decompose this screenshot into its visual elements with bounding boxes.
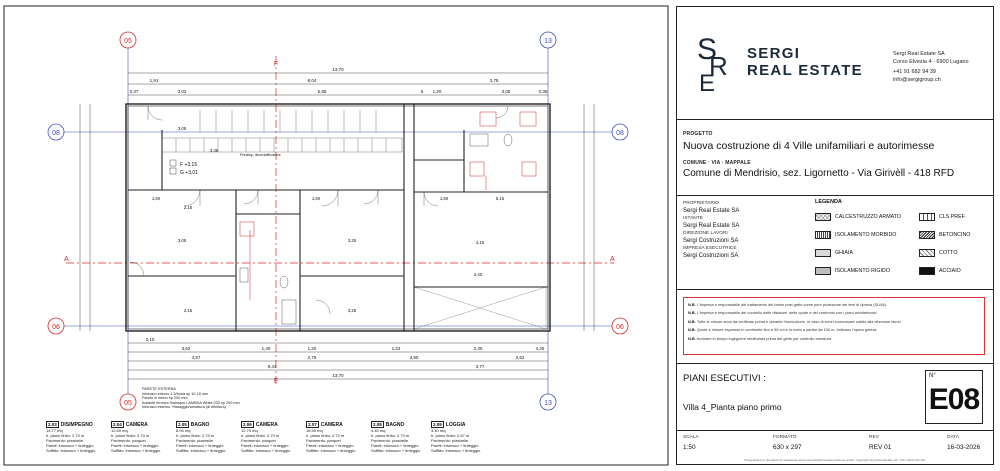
room-detail: 6.94 mq: [176, 428, 191, 433]
brand-line-1: SERGI: [747, 45, 801, 62]
dim-label: 4,57: [191, 355, 201, 360]
meta-format: [773, 435, 802, 451]
note-tag: N.B.: [688, 310, 696, 316]
dim-label: 1,60: [311, 196, 321, 201]
note-line: Isolante termico Swisspor LAMBDA White 032 sp 200 mm: [142, 400, 240, 405]
dim-label: 9,44: [267, 364, 277, 369]
room-detail: Pareti: intonaco + tinteggio: [431, 443, 479, 448]
dim-label: 3,05: [177, 238, 187, 243]
room-name: CAMERA: [255, 421, 278, 428]
room-entry: [306, 421, 366, 453]
room-detail: Pareti: intonaco + tinteggio: [46, 443, 94, 448]
role-label: DIREZIONE LAVORI: [683, 231, 728, 236]
meta-key: REV: [869, 435, 879, 440]
dim-label: 2,30: [473, 346, 483, 351]
level-labels: [170, 160, 198, 176]
dim-label: 2,52: [515, 355, 525, 360]
room-detail: 12.70 mq: [241, 428, 258, 433]
company-header: [677, 7, 993, 120]
note-text: Tutte le misure sono da verificare prima e durante l'esecuzione, in caso di errori comunicare subito alla direzione lavori: [696, 318, 901, 324]
room-detail: Pareti: intonaco + tinteggio: [371, 443, 419, 448]
room-number: 2.04: [113, 422, 122, 427]
legend-label: GHIAIA: [835, 250, 853, 256]
dim-label: 1,60: [439, 196, 449, 201]
room-detail: 18.55 mq: [306, 428, 323, 433]
room-detail: Soffitto: intonaco + tinteggio: [46, 448, 96, 453]
loggia-hatch: [414, 287, 546, 329]
meta-scale: [683, 435, 699, 451]
brand-line-2: REAL ESTATE: [747, 62, 863, 79]
axis-label: 06: [616, 324, 624, 331]
room-entry: [431, 421, 491, 453]
room-detail: Pareti: intonaco + tinteggio: [176, 443, 224, 448]
note-text: L'impresa è responsabile del trattamento dei beton post getto come pure protezione dei ferri di ripresa (SUVA): [696, 302, 887, 307]
pattern-swatch-icon: [919, 213, 935, 221]
room-name: CAMERA: [320, 421, 343, 428]
top-dimension-lines: [128, 73, 548, 95]
meta-key: DATA: [947, 435, 960, 440]
section-mark-f-bottom: F: [273, 378, 279, 385]
dim-label: 2,40: [473, 272, 483, 277]
legend-item: [919, 267, 961, 275]
pattern-swatch-icon: [919, 231, 935, 239]
note-tag: N.B.: [688, 327, 696, 333]
axis-label: 05: [124, 38, 132, 45]
dim-label: 3,75: [489, 78, 499, 83]
legend: [815, 199, 991, 274]
room-detail: Pareti: intonaco + tinteggio: [306, 443, 354, 448]
installations: [240, 112, 536, 300]
note-text: L'impresa è responsabile del controllo delle distanze, delle quote e del confronto con i piani architettonici: [696, 310, 877, 316]
dim-label: 3,62: [181, 346, 191, 351]
dim-label: 3,25: [347, 308, 357, 313]
note-tag: N.B.: [688, 302, 696, 307]
legend-item: [919, 231, 970, 239]
note-text: Quote e misure espresse in centimetri fino a 99 cm e in metri a partire da 100 m, indicano l'opera grezza: [696, 327, 877, 333]
contact-name: Sergi Real Estate SA: [893, 51, 945, 57]
legend-label: CALCESTRUZZO ARMATO: [835, 214, 902, 220]
stakeholders-section: [677, 195, 993, 290]
room-schedule: [46, 421, 486, 465]
note-text: Avvisare in tempo ingegnere strutturista prima del getto per controllo armatura: [696, 335, 832, 341]
sheet-frame: [4, 6, 668, 465]
room-name: BAGNO: [190, 421, 210, 428]
project-label: PROGETTO: [683, 131, 713, 137]
legend-title: LEGENDA: [815, 199, 842, 205]
note-line: Parete in beton sp 200 mm: [142, 396, 188, 401]
stakeholders-list: [683, 201, 813, 261]
dim-label: 1,40: [261, 346, 271, 351]
pattern-swatch-icon: [815, 267, 831, 275]
room-name: CAMERA: [125, 421, 148, 428]
dim-label: 3,90: [409, 355, 419, 360]
meta-rev: [869, 435, 891, 451]
dim-label: 1,20: [307, 346, 317, 351]
dim-label: 3,36: [209, 148, 219, 153]
legend-label: ISOLAMENTO MORBIDO: [835, 232, 897, 238]
dim-label: 2,15: [183, 308, 193, 313]
room-detail: Pavimento: piastrelle: [371, 438, 409, 443]
dim-label: 3,05: [501, 89, 511, 94]
note-tag: N.B.: [688, 335, 696, 341]
meta-value: 1:50: [683, 444, 696, 451]
room-name: DISIMPEGNO: [60, 421, 93, 428]
room-detail: 3.40 mq: [431, 428, 446, 433]
copyright-footer: Disegnazione è riproduzione rielaborate senza autorizzazione/approvazione scritta. Copyright Sergi Real Estate SA. Tutti i diritti riservati.: [744, 458, 926, 462]
dim-label: 2,10: [145, 337, 155, 342]
company-brand: [747, 45, 863, 79]
dim-label: 5: [420, 89, 424, 94]
pattern-swatch-icon: [815, 213, 831, 221]
dim-label: 3,77: [475, 364, 485, 369]
room-detail: h. piano finito: 2.70 m: [46, 433, 85, 438]
pattern-swatch-icon: [815, 231, 831, 239]
drawing-code: E08: [928, 383, 980, 416]
meta-date: [947, 435, 980, 451]
axis-label: 13: [544, 38, 552, 45]
dim-label: 13,70: [332, 67, 344, 72]
room-dimensions: [152, 126, 505, 313]
axis-label: 08: [616, 130, 624, 137]
role-value: Sergi Real Estate SA: [683, 208, 740, 214]
room-detail: 4.40 mq: [371, 428, 386, 433]
dim-label: 4,15: [475, 240, 485, 245]
logo-letter-s: S: [697, 33, 718, 66]
door-swings: [130, 106, 508, 314]
location-label: COMUNE · VIA · MAPPALE: [683, 160, 751, 166]
role-value: Sergi Costruzioni SA: [683, 238, 739, 244]
room-detail: Soffitto: intonaco + tinteggio: [306, 448, 356, 453]
note-line: Intonaco esterno +fissaggio/armatura (di rifinitura): [142, 405, 226, 410]
legend-item: [815, 231, 896, 239]
room-detail: Pavimento: piastrelle: [46, 438, 84, 443]
role-value: Sergi Real Estate SA: [683, 223, 740, 229]
contact-phone: +41 91 682 94 39: [893, 69, 936, 75]
role-value: Sergi Costruzioni SA: [683, 253, 739, 259]
room-number: 2.08: [373, 422, 382, 427]
project-title: Nuova costruzione di 4 Ville unifamiliari e autorimesse: [683, 140, 935, 152]
room-detail: 12.60 mq: [111, 428, 128, 433]
axis-label: 05: [124, 400, 132, 407]
number-label: N°: [929, 373, 936, 379]
note-line: [688, 335, 980, 343]
phase-title: PIANI ESECUTIVI :: [683, 373, 766, 384]
room-detail: Pareti: intonaco + tinteggio: [111, 443, 159, 448]
dim-label: 1,22: [391, 346, 401, 351]
drawing-number-box: [925, 370, 983, 424]
room-detail: Soffitto: intonaco + tinteggio: [111, 448, 161, 453]
room-detail: h. piano finito: 2.70 m: [371, 433, 410, 438]
room-detail: Soffitto: intonaco + tinteggio: [431, 448, 481, 453]
role-label: ISTANTE: [683, 216, 703, 221]
role-label: IMPRESA ESECUTRICE: [683, 246, 737, 251]
room-detail: Pavimento: piastrelle: [431, 438, 469, 443]
pattern-swatch-icon: [815, 249, 831, 257]
pattern-swatch-icon: [919, 267, 935, 275]
meta-value: 16-03-2026: [947, 444, 981, 451]
dim-label: 13,70: [332, 373, 344, 378]
top-dimensions: [130, 67, 548, 94]
level-f: F +3,15: [180, 162, 198, 168]
room-detail: h. piano finito: 2.70 m: [111, 433, 150, 438]
axis-label: 13: [544, 400, 552, 407]
room-entry: [241, 421, 301, 453]
room-detail: Pavimento: piastrelle: [176, 438, 214, 443]
room-entry: [176, 421, 236, 453]
wall-construction-note: [142, 387, 240, 410]
company-contact: [893, 51, 969, 84]
meta-key: SCALA: [683, 435, 699, 440]
room-detail: Soffitto: intonaco + tinteggio: [371, 448, 421, 453]
section-lines: [66, 56, 614, 385]
bathroom-fixtures: [240, 134, 512, 324]
dim-label: 1,91: [149, 78, 159, 83]
dim-label: 2,75: [307, 355, 317, 360]
staircase: [162, 110, 402, 152]
legend-label: BETONCINO: [939, 232, 971, 238]
note-tag: N.B.: [688, 318, 696, 324]
room-number: 2.07: [308, 422, 317, 427]
pattern-swatch-icon: [919, 249, 935, 257]
title-block: [676, 6, 994, 465]
room-entry: [371, 421, 431, 453]
legend-item: [815, 267, 890, 275]
contact-address: Corso Elvezia 4 · 6900 Lugano: [893, 58, 969, 65]
logo-letter-e: E: [699, 70, 716, 93]
dim-label: 1,60: [151, 196, 161, 201]
room-detail: Pavimento: parquet: [241, 438, 276, 443]
note-line: PARETE ESTERNA: [142, 387, 176, 391]
room-name: BAGNO: [385, 421, 405, 428]
meta-value: REV 01: [869, 444, 892, 451]
room-detail: Pavimento: parquet: [306, 438, 341, 443]
room-name: LOGGIA: [445, 421, 466, 428]
legend-label: CLS PREF.: [939, 214, 966, 220]
project-section: [677, 119, 993, 196]
room-detail: 14.77 mq: [46, 428, 63, 433]
dim-label: 0,37: [129, 89, 139, 94]
contact-email[interactable]: info@sergigroup.ch: [893, 76, 941, 83]
room-detail: h. piano finito: 2.70 m: [306, 433, 345, 438]
note-line: Intonaco interno 1.5/tuma sp 10-15 mm: [142, 391, 209, 396]
room-detail: h. piano finito: 2.67 m: [431, 433, 470, 438]
room-number: 2.09: [433, 422, 442, 427]
legend-label: ISOLAMENTO RIGIDO: [835, 268, 890, 274]
dim-label: 5,15: [495, 196, 505, 201]
logo-letter-r: R: [709, 51, 728, 81]
axis-label: 06: [52, 324, 60, 331]
dim-label: 3,05: [177, 126, 187, 131]
room-entry: [111, 421, 171, 453]
room-detail: h. piano finito: 2.70 m: [176, 433, 215, 438]
role-label: PROPRIETARIO: [683, 201, 719, 206]
room-detail: h. piano finito: 2.70 m: [241, 433, 280, 438]
section-mark-f-top: F: [273, 61, 279, 68]
note-line: [688, 309, 980, 317]
dim-label: 0,35: [538, 89, 548, 94]
room-number: 2.03: [48, 422, 57, 427]
drawing-info: [677, 363, 993, 431]
dim-label: 5,85: [317, 89, 327, 94]
legend-label: ACCIAIO: [939, 268, 961, 274]
section-mark-a-right: A: [610, 256, 615, 263]
legend-item: [815, 213, 901, 221]
note-line: [688, 326, 980, 334]
section-mark-a-left: A: [64, 256, 69, 263]
room-detail: Pavimento: parquet: [111, 438, 146, 443]
meta-value: 630 x 297: [773, 444, 802, 451]
drawing-title: Villa 4_Pianta piano primo: [683, 402, 782, 412]
project-location: Comune di Mendrisio, sez. Ligornetto - Via Girivèll - 418 RFD: [683, 168, 955, 179]
legend-item: [919, 213, 966, 221]
legend-label: COTTO: [939, 250, 958, 256]
room-number: 2.05: [178, 422, 187, 427]
dim-label: 1,20: [432, 89, 442, 94]
room-number: 2.06: [243, 422, 252, 427]
dim-label: 3,03: [177, 89, 187, 94]
room-detail: Soffitto: intonaco + tinteggio: [241, 448, 291, 453]
dim-label: 4,25: [535, 346, 545, 351]
meta-key: FORMATO: [773, 435, 797, 440]
note-line: [688, 318, 980, 326]
level-g: G +3,01: [180, 170, 198, 176]
notes-box: [683, 297, 985, 355]
dim-label: 8,04: [307, 78, 317, 83]
company-logo-icon: [695, 31, 739, 93]
room-detail: Soffitto: intonaco + tinteggio: [176, 448, 226, 453]
legend-item: [815, 249, 853, 257]
legend-item: [919, 249, 957, 257]
dim-label: 3,25: [347, 238, 357, 243]
note-line: [688, 301, 980, 309]
room-detail: Pareti: intonaco + tinteggio: [241, 443, 289, 448]
axis-label: 08: [52, 130, 60, 137]
stair-note: Predisp. deumidificatore: [240, 153, 281, 157]
room-entry: [46, 421, 106, 453]
dim-label: 2,15: [183, 205, 193, 210]
